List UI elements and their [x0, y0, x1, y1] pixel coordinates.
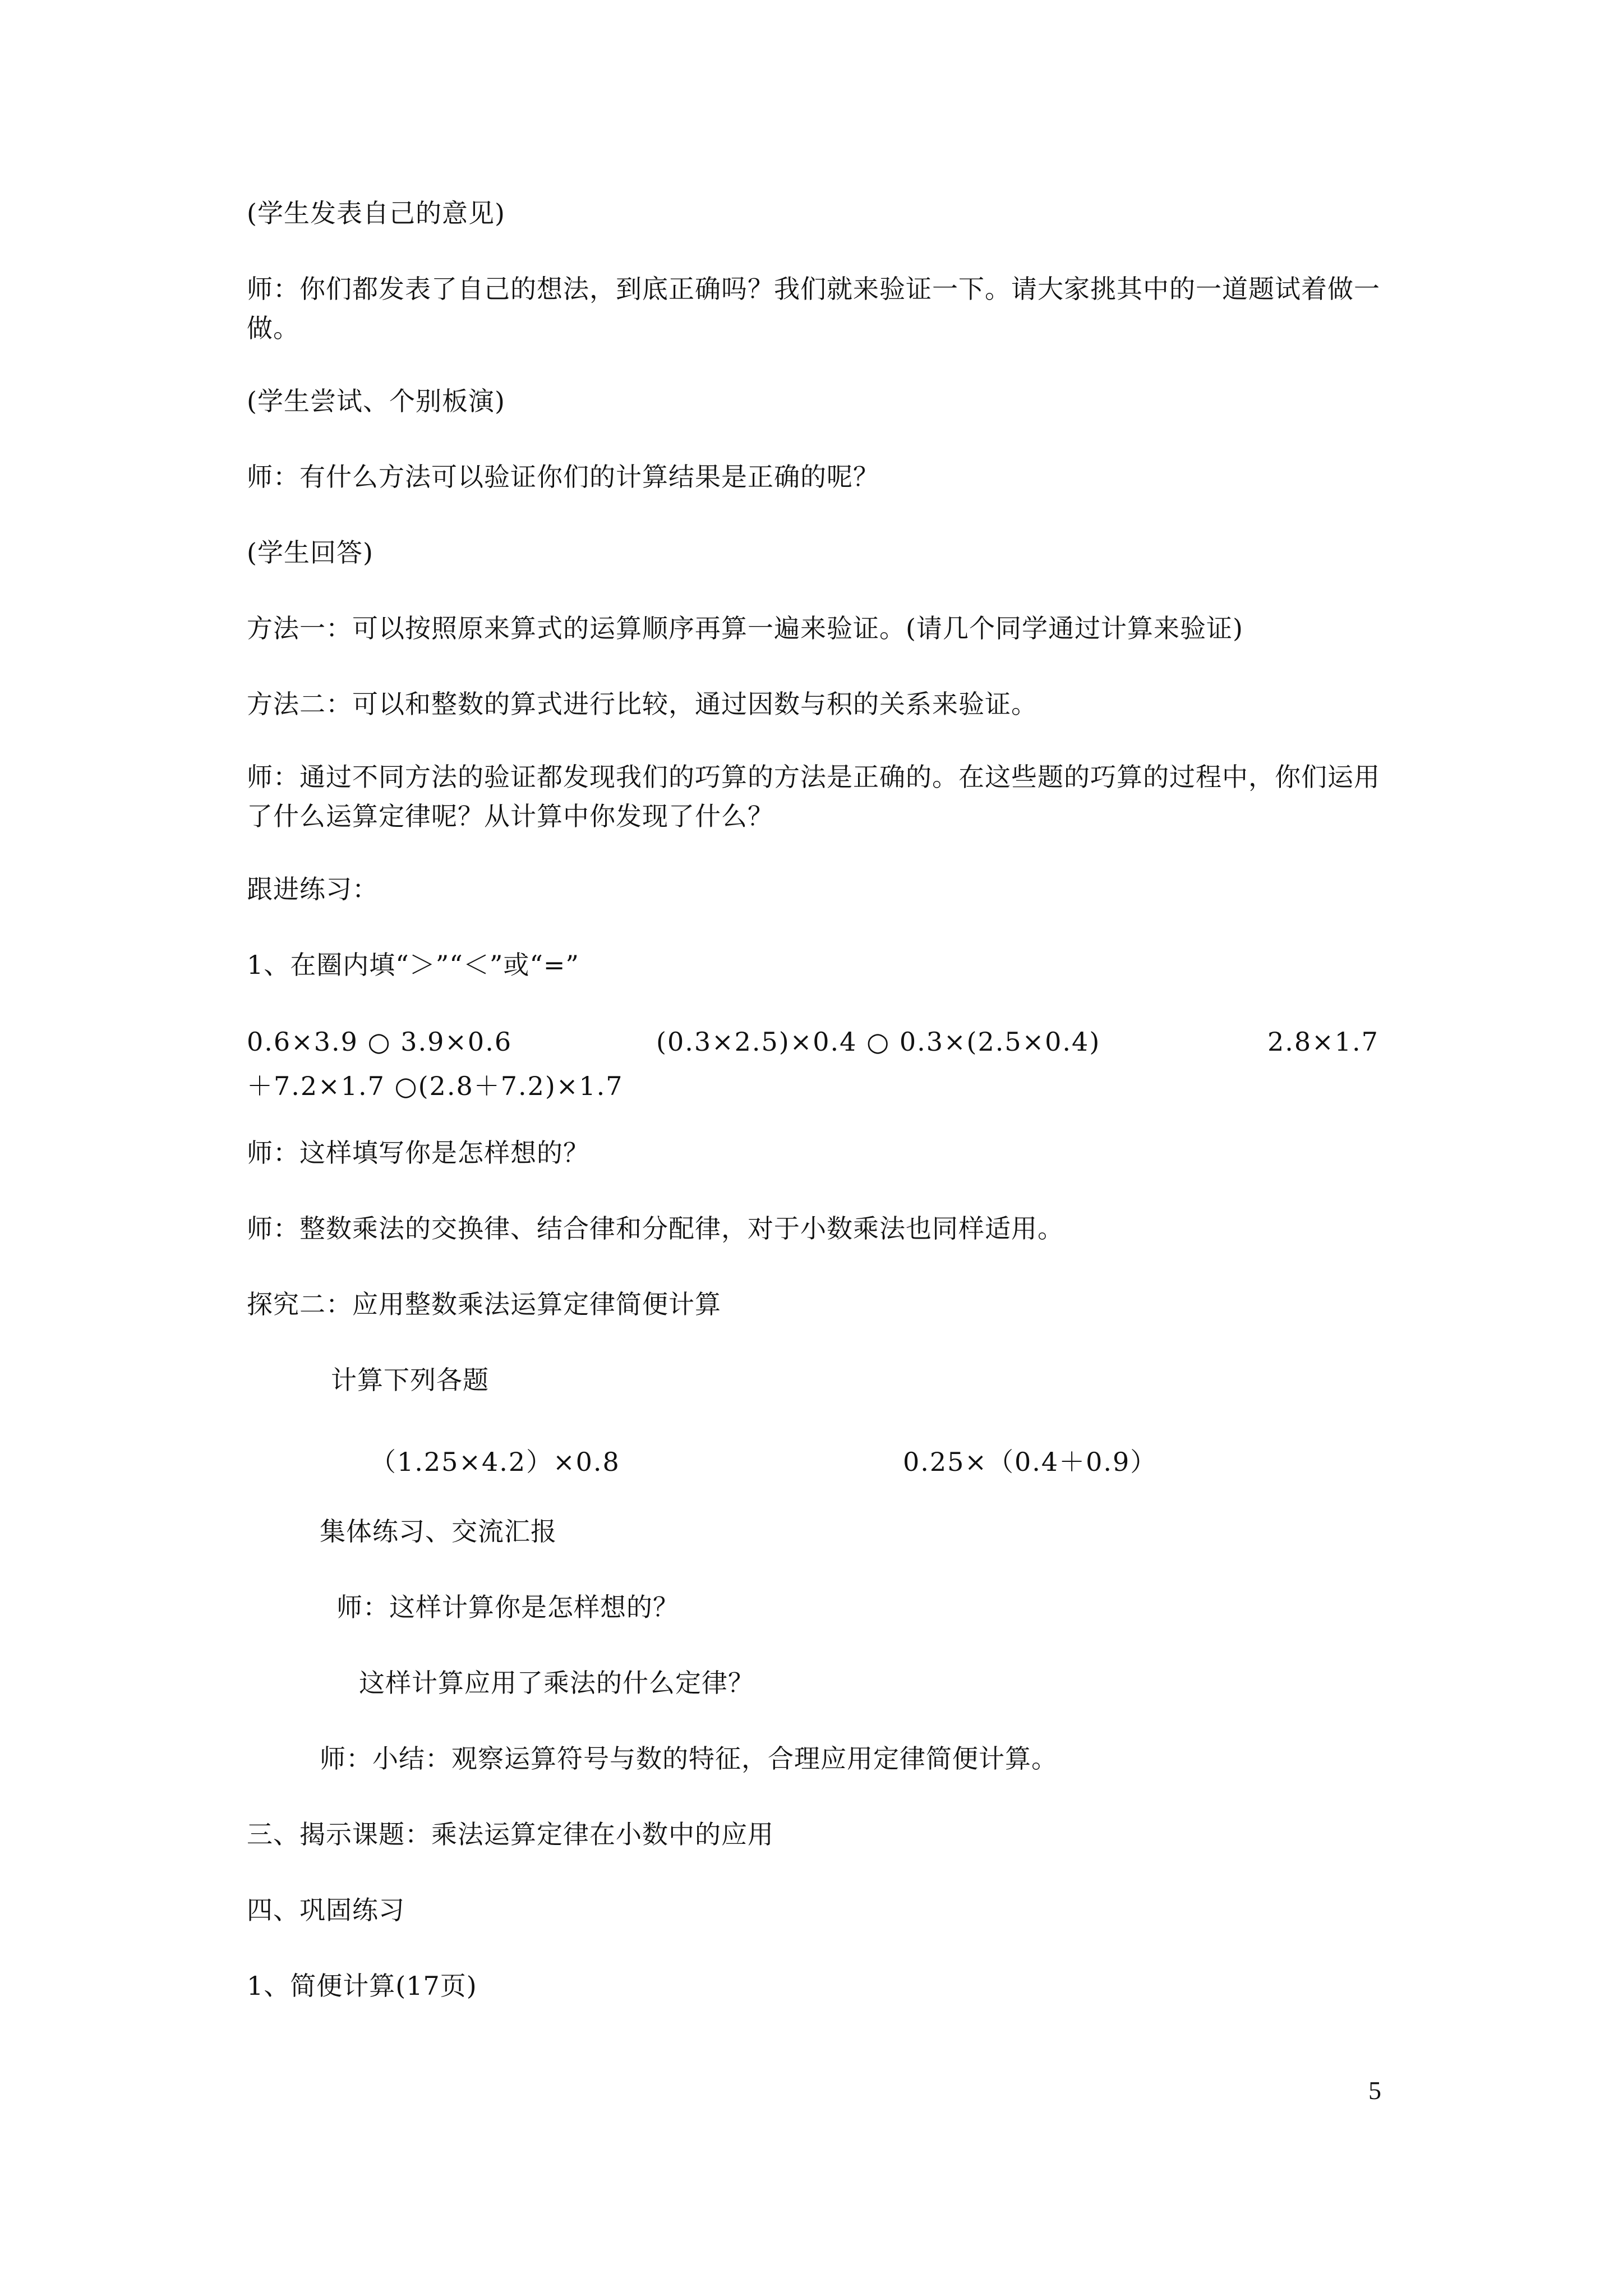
student-attempt-note: (学生尝试、个别板演) — [247, 386, 505, 416]
method-two-line: 方法二：可以和整数的算式进行比较，通过因数与积的关系来验证。 — [247, 689, 1038, 719]
calculation-problem-2: 0.25×（0.4＋0.9） — [903, 1447, 1158, 1477]
teacher-calculation-question: 师：这样计算你是怎样想的？ — [336, 1592, 679, 1622]
calculate-following-instruction: 计算下列各题 — [331, 1365, 489, 1395]
compare-expression-1: 0.6×3.9 ○ 3.9×0.6 — [247, 1027, 513, 1057]
teacher-conclusion: 师：小结：观察运算符号与数的特征，合理应用定律简便计算。 — [320, 1743, 1058, 1774]
teacher-verify-paragraph: 师：你们都发表了自己的想法，到底正确吗？我们就来验证一下。请大家挑其中的一道题试着做一做。 — [247, 274, 1380, 343]
teacher-method-question: 师：有什么方法可以验证你们的计算结果是正确的呢？ — [247, 462, 879, 492]
calculation-problem-1: （1.25×4.2）×0.8 — [370, 1447, 620, 1477]
compare-expression-2: (0.3×2.5)×0.4 ○ 0.3×(2.5×0.4) — [656, 1027, 1101, 1057]
section-three-heading: 三、揭示课题：乘法运算定律在小数中的应用 — [247, 1819, 774, 1849]
page-number: 5 — [1368, 2076, 1381, 2105]
teacher-fill-question: 师：这样填写你是怎样想的？ — [247, 1138, 589, 1168]
method-one-line: 方法一：可以按照原来算式的运算顺序再算一遍来验证。(请几个同学通过计算来验证) — [247, 613, 1243, 643]
group-practice-note: 集体练习、交流汇报 — [320, 1516, 557, 1547]
fill-circle-instruction: 1、在圈内填“＞”“＜”或“=” — [247, 950, 579, 980]
section-four-heading: 四、巩固练习 — [247, 1895, 405, 1925]
student-opinion-note: (学生发表自己的意见) — [247, 198, 505, 228]
compare-expression-3-end: ＋7.2×1.7 ○(2.8＋7.2)×1.7 — [247, 1071, 624, 1101]
exploration-two-heading: 探究二：应用整数乘法运算定律简便计算 — [247, 1289, 721, 1319]
simple-calculation-item: 1、简便计算(17页) — [247, 1971, 477, 2001]
teacher-law-statement: 师：整数乘法的交换律、结合律和分配律，对于小数乘法也同样适用。 — [247, 1213, 1064, 1244]
follow-up-practice-heading: 跟进练习： — [247, 874, 379, 904]
compare-expression-3-start: 2.8×1.7 — [1267, 1027, 1379, 1057]
student-answer-note: (学生回答) — [247, 537, 374, 568]
law-application-question: 这样计算应用了乘法的什么定律？ — [359, 1668, 754, 1698]
teacher-summary-paragraph: 师：通过不同方法的验证都发现我们的巧算的方法是正确的。在这些题的巧算的过程中，你们运用了什么运算定律呢？从计算中你发现了什么？ — [247, 762, 1380, 831]
